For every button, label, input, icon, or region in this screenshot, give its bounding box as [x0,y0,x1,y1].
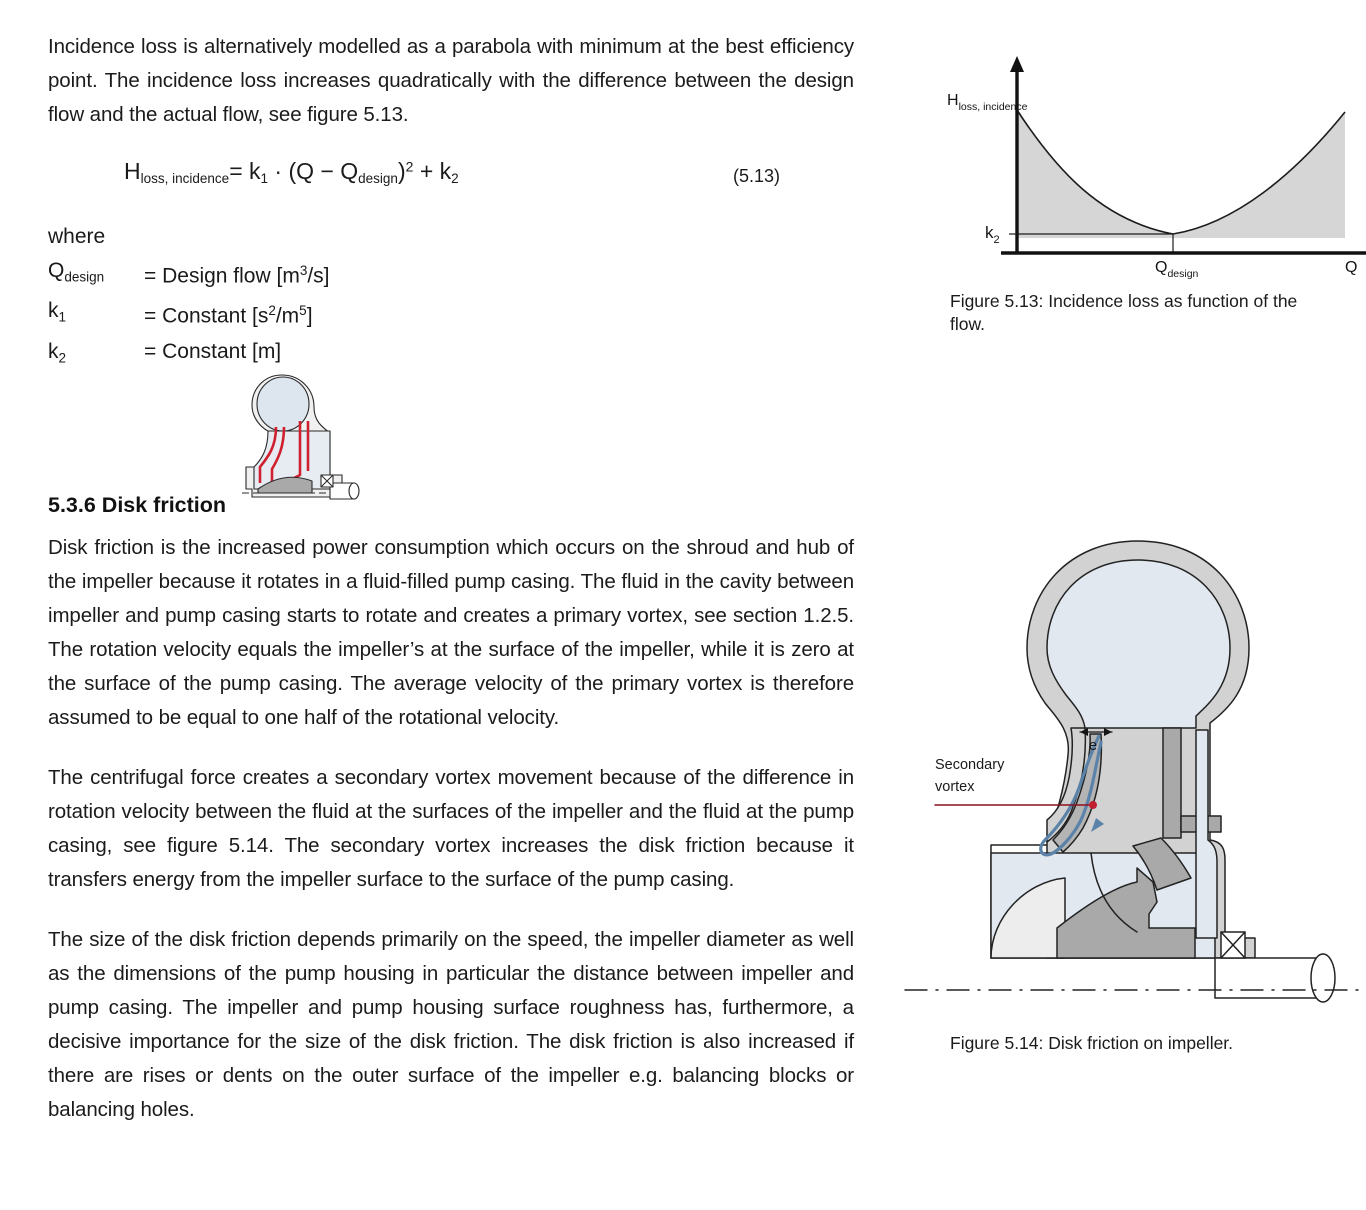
chart-y-axis-label: $H_{loss, incidence}$ [947,92,1028,113]
section-heading [48,493,854,523]
definition-symbol-base: Q [48,259,65,282]
figure-column [905,0,1366,1210]
definition-symbol-base: k [48,339,59,363]
disk-friction-diagram [905,520,1366,1000]
annotation-endpoint-dot [1089,801,1097,809]
definition-row [48,254,854,294]
definition-description-sup: 3 [299,263,308,278]
eq-power: 2 [405,158,414,175]
eq-k2: k [439,158,452,184]
definition-description-sup: 2 [268,303,276,319]
eq-minus: − [320,158,334,184]
y-axis-arrowhead [1010,56,1024,72]
eq-k1-sub: 1 [260,171,269,187]
eq-qdesign: Q [340,158,359,184]
figure-5-13-caption: Figure 5.13: Incidence loss as function of the flow. [950,291,1298,334]
eq-k1: k [249,158,261,184]
definition-description-sup2: 5 [299,303,307,319]
definition-symbol-subscript: 1 [58,309,67,325]
annotation-label-line1: Secondary [935,757,1005,773]
definition-description-text: = Design flow [m [144,264,300,288]
eq-plus: + [419,158,434,184]
definition-description-tail2: ] [306,304,313,328]
definition-symbol [48,294,144,334]
gap-label: e [1089,738,1098,754]
eq-close-paren: ) [397,158,406,184]
equation-block [48,158,854,210]
chart-qdesign-label: $Q_{design}$ [1155,259,1199,280]
definition-description [144,294,313,334]
eq-lhs-subscript: loss, incidence [140,171,230,187]
pump-shaft [1215,958,1323,998]
eq-equals: = [229,158,243,184]
eq-dot: · [274,158,283,184]
figure-5-14-caption: Figure 5.14: Disk friction on impeller. [950,1033,1234,1053]
definition-description-tail: /m [275,304,300,328]
impeller-upper-vane [1163,728,1181,838]
intro-paragraph: Incidence loss is alternatively modelled as a parabola with minimum at the best efficiency point. The incidence loss increases quadratically with the difference between the design flow and the actual flow, see figure 5.13. [48,35,854,126]
figure-5-13 [905,48,1366,283]
figure-5-14 [905,520,1366,1000]
definition-symbol [48,254,144,294]
eq-k2-sub: 2 [451,171,459,187]
definition-description-text: = Constant [s [144,304,269,328]
equation-5-13 [124,158,459,186]
definition-symbol-subscript: design [64,269,105,285]
definition-description-text: = Constant [m] [144,339,282,363]
definition-description-tail: /s] [307,264,330,288]
eq-qdesign-sub: design [358,171,398,187]
casing-right-wall [1196,730,1217,938]
pump-fluid-volume [1047,560,1230,728]
definition-symbol [48,335,144,375]
definition-description [144,335,281,375]
definition-description [144,254,330,294]
definition-row [48,335,854,375]
eq-open-paren: (Q [288,158,315,184]
annotation-label-line2: vortex [935,779,975,795]
eq-lhs-symbol: H [124,158,141,184]
section-heading-text: 5.3.6 Disk friction [48,492,227,517]
where-label: where [48,225,106,248]
equation-number: (5.13) [732,166,780,186]
definition-symbol-subscript: 2 [58,349,67,365]
pump-cross-section-icon [238,371,358,506]
definition-list [48,254,854,375]
main-text-column [48,30,854,1153]
shaft-end-ellipse [1311,954,1335,1002]
chart-k2-label: $k_2$ [985,223,1000,246]
disk-friction-paragraph-2: The centrifugal force creates a secondary vortex movement because of the difference in rotation velocity between the fluid at the surfaces of the impeller and the fluid at the pump casing, see figure 5.14. The secondary vortex increases the disk friction because it transfers energy from the impeller surface to the surface of the pump casing. [48,765,854,891]
disk-friction-paragraph-1: Disk friction is the increased power consumption which occurs on the shroud and hub of the impeller because it rotates in a fluid-filled pump casing. The fluid in the cavity between impeller and pump casing starts to rotate and creates a primary vortex, see section 1.2.5. The rotation velocity equals the impeller’s at the surface of the impeller, while it is zero at the surface of the pump casing. The average velocity of the primary vortex is therefore assumed to be equal to one half of the rotational velocity. [48,535,854,729]
definition-row [48,294,854,334]
disk-friction-paragraph-3: The size of the disk friction depends primarily on the speed, the impeller diameter as well as the dimensions of the pump housing in particular the distance between impeller and pump casing. The impeller and pump housing surface roughness has, furthermore, a decisive importance for the size of the disk friction. The disk friction is also increased if there are rises or dents on the outer surface of the impeller e.g. balancing blocks or balancing holes. [48,927,854,1121]
chart-x-axis-label: Q [1345,259,1358,276]
definition-symbol-base: k [48,299,59,323]
incidence-loss-chart [905,48,1366,283]
